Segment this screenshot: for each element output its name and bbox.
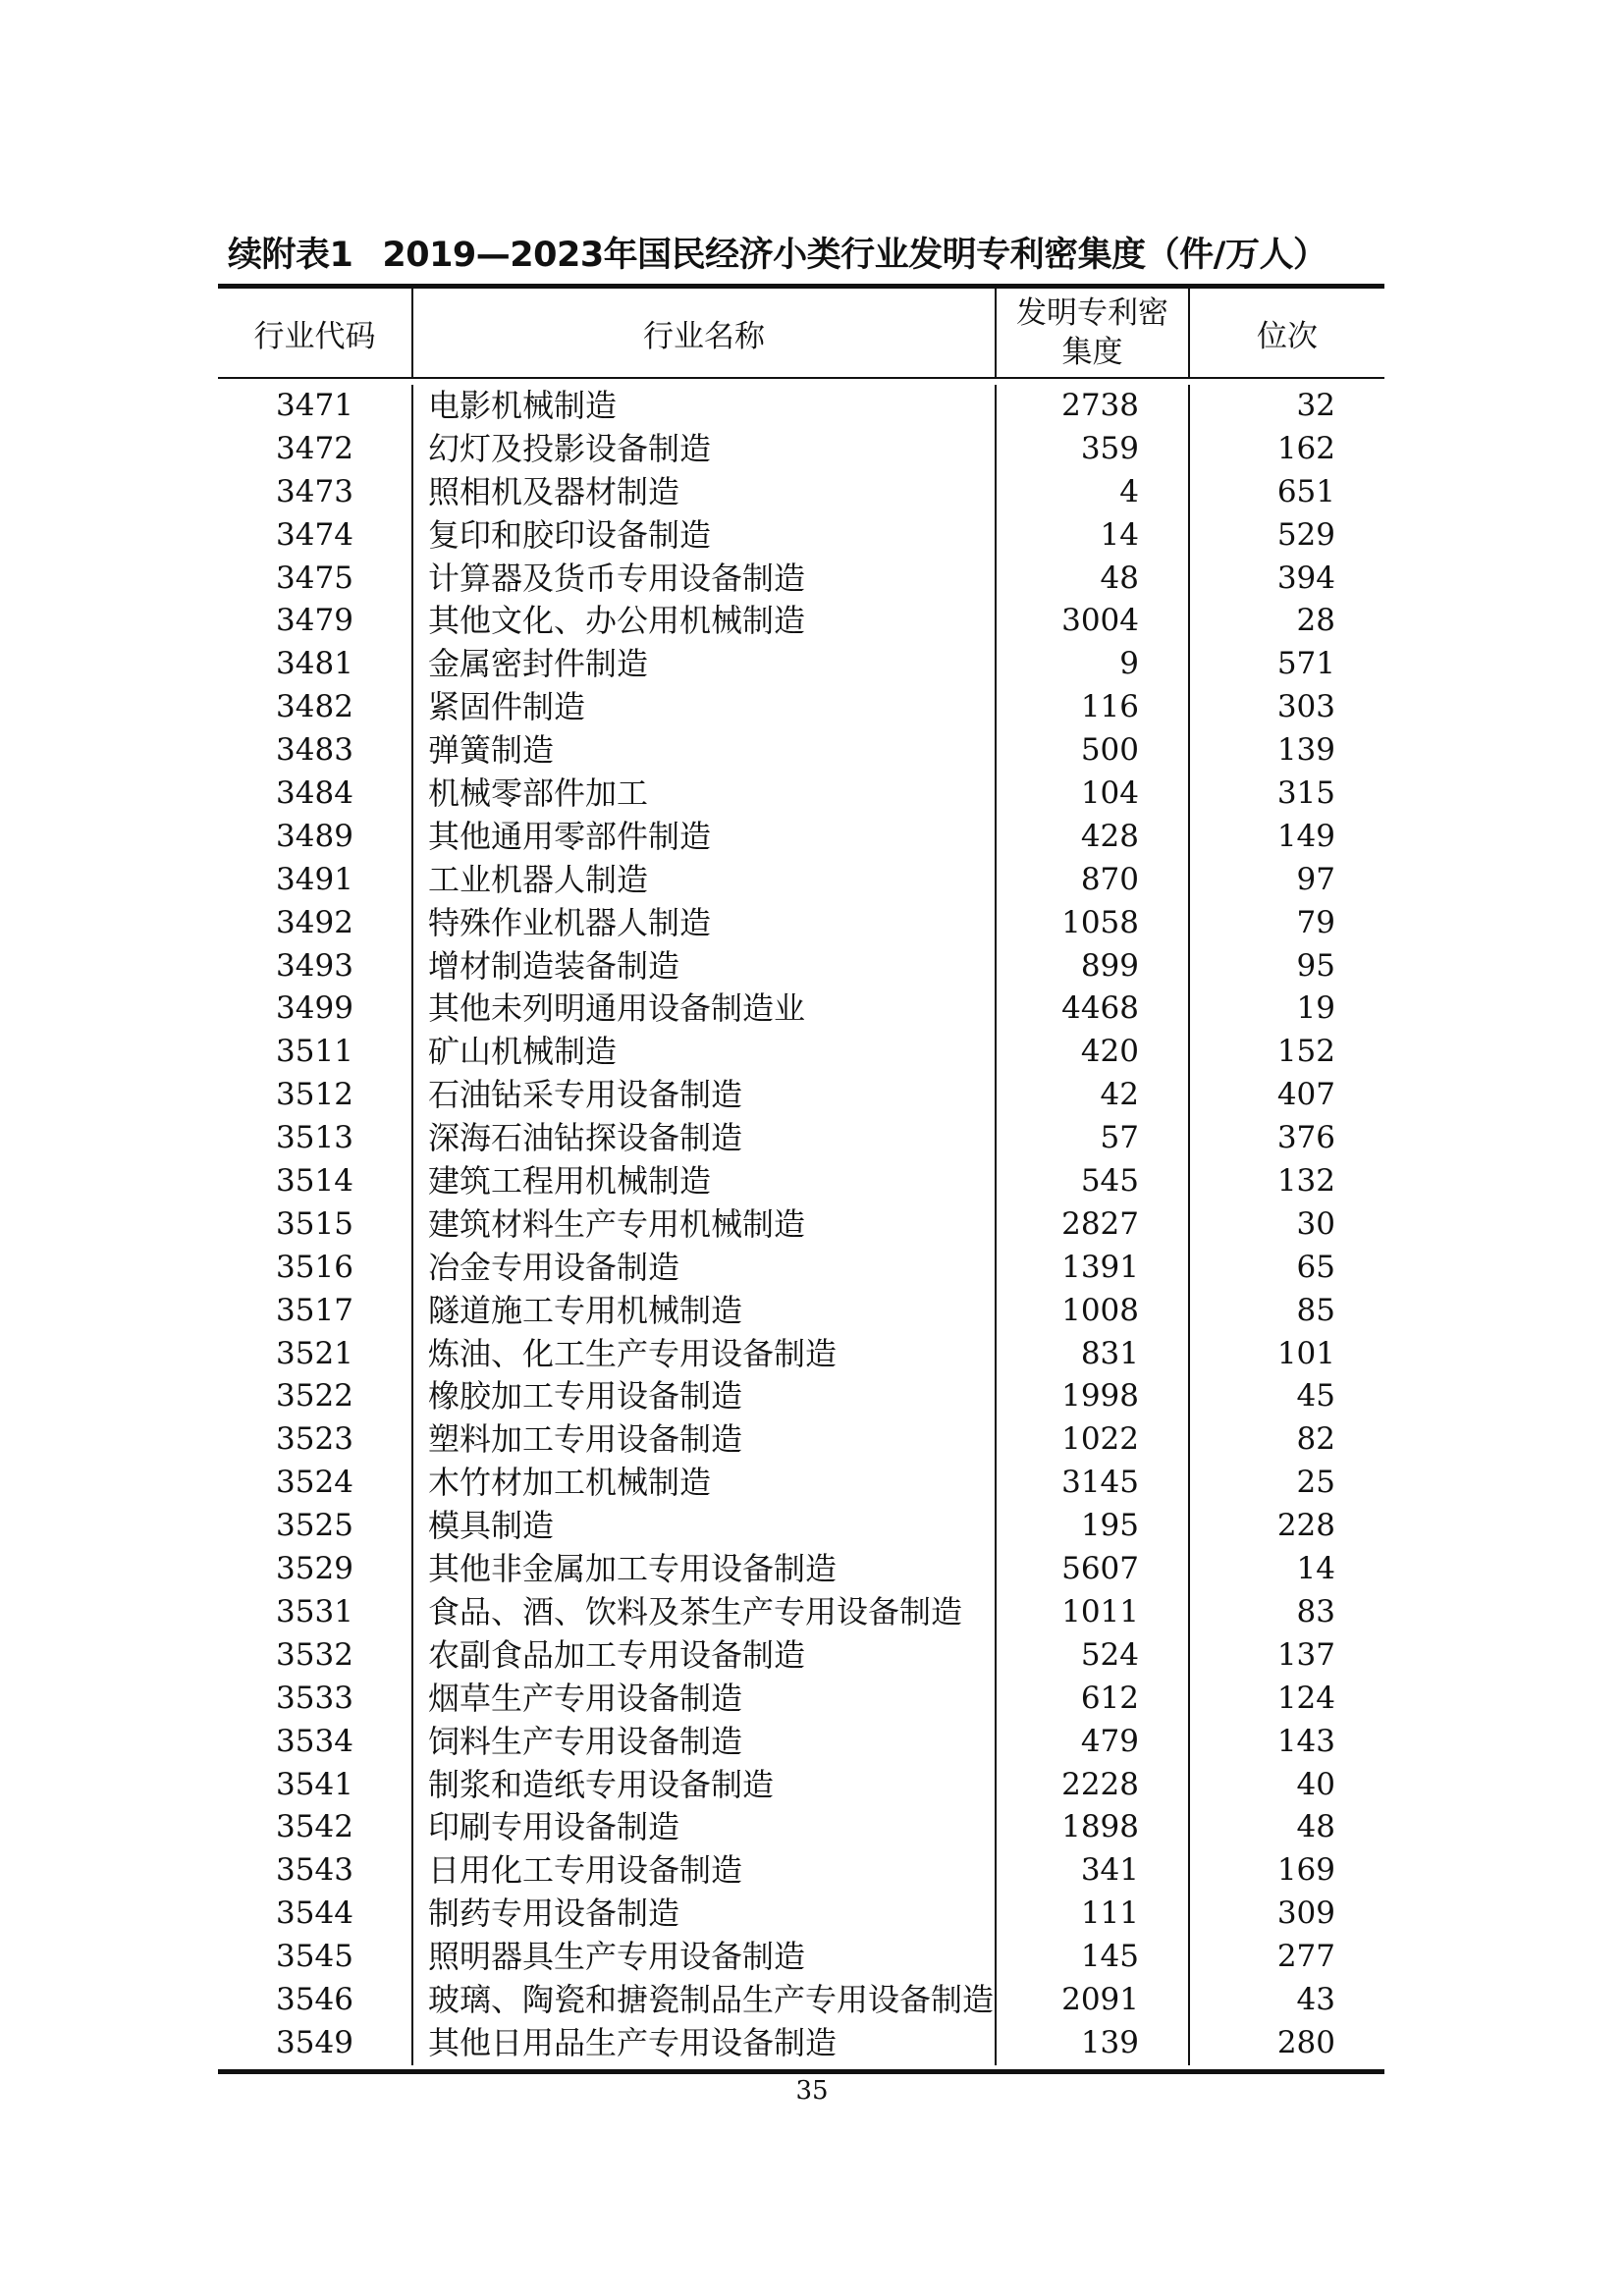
- cell-density: 1998: [995, 1375, 1188, 1418]
- table-row: [218, 558, 1384, 601]
- cell-density: 1898: [995, 1806, 1188, 1849]
- cell-name: 制药专用设备制造: [411, 1893, 995, 1936]
- table-row: [218, 1203, 1384, 1247]
- cell-rank: 65: [1188, 1247, 1384, 1290]
- cell-code: 3475: [276, 560, 353, 596]
- table-row: [218, 1979, 1384, 2022]
- cell-density: 139: [995, 2022, 1188, 2065]
- cell-rank: 45: [1188, 1375, 1384, 1418]
- cell-name: 橡胶加工专用设备制造: [411, 1375, 995, 1418]
- cell-code: 3499: [276, 990, 353, 1027]
- cell-density: 111: [995, 1893, 1188, 1936]
- cell-code: 3472: [276, 430, 353, 466]
- cell-density: 831: [995, 1333, 1188, 1376]
- cell-rank: 280: [1188, 2022, 1384, 2065]
- cell-density: 524: [995, 1634, 1188, 1678]
- cell-density: 1058: [995, 902, 1188, 945]
- cell-name: 农副食品加工专用设备制造: [411, 1634, 995, 1678]
- cell-name: 幻灯及投影设备制造: [411, 428, 995, 471]
- cell-code: 3474: [276, 516, 353, 553]
- cell-name: 工业机器人制造: [411, 859, 995, 902]
- cell-code: 3542: [276, 1809, 353, 1845]
- cell-code: 3512: [276, 1077, 353, 1113]
- cell-code: 3479: [276, 603, 353, 639]
- cell-name: 特殊作业机器人制造: [411, 902, 995, 945]
- cell-name: 石油钻采专用设备制造: [411, 1074, 995, 1117]
- cell-name: 照相机及器材制造: [411, 471, 995, 514]
- cell-name: 紧固件制造: [411, 686, 995, 729]
- cell-name: 建筑工程用机械制造: [411, 1160, 995, 1203]
- cell-density: 14: [995, 514, 1188, 558]
- table-row: [218, 1678, 1384, 1721]
- table-row: [218, 514, 1384, 558]
- cell-rank: 101: [1188, 1333, 1384, 1376]
- cell-rank: 30: [1188, 1203, 1384, 1247]
- cell-density: 48: [995, 558, 1188, 601]
- table-body: [218, 379, 1384, 2069]
- table-row: [218, 1375, 1384, 1418]
- header-code: 行业代码: [253, 318, 376, 354]
- cell-code: 3471: [276, 388, 353, 423]
- header-density: 发明专利密集度: [995, 289, 1188, 377]
- cell-name: 其他非金属加工专用设备制造: [411, 1548, 995, 1591]
- table-title-text: 2019—2023年国民经济小类行业发明专利密集度（件/万人）: [382, 236, 1327, 275]
- cell-name: 炼油、化工生产专用设备制造: [411, 1333, 995, 1376]
- cell-rank: 169: [1188, 1849, 1384, 1893]
- table-row: [218, 1936, 1384, 1979]
- table-row: [218, 816, 1384, 859]
- cell-code: 3484: [276, 775, 353, 812]
- cell-rank: 132: [1188, 1160, 1384, 1203]
- table-row: [218, 773, 1384, 816]
- cell-code: 3514: [276, 1163, 353, 1200]
- table-row: [218, 1634, 1384, 1678]
- cell-code: 3481: [276, 646, 353, 682]
- cell-rank: 95: [1188, 945, 1384, 988]
- table-row: [218, 1290, 1384, 1333]
- cell-name: 其他文化、办公用机械制造: [411, 600, 995, 643]
- cell-code: 3491: [276, 861, 353, 897]
- table-row: [218, 1462, 1384, 1505]
- table-row: [218, 1160, 1384, 1203]
- table-row: [218, 1505, 1384, 1548]
- cell-code: 3482: [276, 689, 353, 725]
- cell-code: 3532: [276, 1636, 353, 1673]
- table-row: [218, 686, 1384, 729]
- cell-rank: 32: [1188, 385, 1384, 428]
- cell-code: 3524: [276, 1465, 353, 1501]
- cell-name: 建筑材料生产专用机械制造: [411, 1203, 995, 1247]
- cell-rank: 19: [1188, 988, 1384, 1031]
- cell-name: 食品、酒、饮料及茶生产专用设备制造: [411, 1591, 995, 1634]
- cell-code: 3529: [276, 1551, 353, 1587]
- cell-code: 3522: [276, 1378, 353, 1415]
- cell-density: 341: [995, 1849, 1188, 1893]
- cell-rank: 529: [1188, 514, 1384, 558]
- cell-rank: 394: [1188, 558, 1384, 601]
- cell-code: 3541: [276, 1766, 353, 1802]
- cell-name: 日用化工专用设备制造: [411, 1849, 995, 1893]
- cell-density: 428: [995, 816, 1188, 859]
- cell-name: 电影机械制造: [411, 385, 995, 428]
- cell-density: 3145: [995, 1462, 1188, 1505]
- cell-code: 3546: [276, 1981, 353, 2017]
- table-row: [218, 1333, 1384, 1376]
- cell-density: 545: [995, 1160, 1188, 1203]
- cell-rank: 82: [1188, 1418, 1384, 1462]
- cell-rank: 407: [1188, 1074, 1384, 1117]
- cell-name: 模具制造: [411, 1505, 995, 1548]
- cell-rank: 149: [1188, 816, 1384, 859]
- table-row: [218, 1806, 1384, 1849]
- cell-density: 500: [995, 729, 1188, 773]
- cell-density: 612: [995, 1678, 1188, 1721]
- cell-rank: 143: [1188, 1721, 1384, 1764]
- cell-code: 3523: [276, 1421, 353, 1458]
- cell-name: 其他通用零部件制造: [411, 816, 995, 859]
- table-row: [218, 729, 1384, 773]
- cell-density: 2827: [995, 1203, 1188, 1247]
- cell-code: 3545: [276, 1939, 353, 1975]
- cell-name: 矿山机械制造: [411, 1031, 995, 1074]
- cell-density: 4468: [995, 988, 1188, 1031]
- data-table: [218, 284, 1384, 2074]
- cell-name: 复印和胶印设备制造: [411, 514, 995, 558]
- cell-name: 计算器及货币专用设备制造: [411, 558, 995, 601]
- cell-density: 1011: [995, 1591, 1188, 1634]
- cell-name: 隧道施工专用机械制造: [411, 1290, 995, 1333]
- cell-rank: 277: [1188, 1936, 1384, 1979]
- cell-name: 烟草生产专用设备制造: [411, 1678, 995, 1721]
- cell-density: 420: [995, 1031, 1188, 1074]
- table-row: [218, 902, 1384, 945]
- cell-code: 3533: [276, 1680, 353, 1716]
- table-row: [218, 1548, 1384, 1591]
- cell-rank: 228: [1188, 1505, 1384, 1548]
- cell-name: 其他未列明通用设备制造业: [411, 988, 995, 1031]
- cell-rank: 315: [1188, 773, 1384, 816]
- cell-rank: 137: [1188, 1634, 1384, 1678]
- cell-density: 104: [995, 773, 1188, 816]
- cell-rank: 152: [1188, 1031, 1384, 1074]
- cell-code: 3525: [276, 1508, 353, 1544]
- cell-code: 3492: [276, 904, 353, 940]
- cell-rank: 139: [1188, 729, 1384, 773]
- cell-name: 木竹材加工机械制造: [411, 1462, 995, 1505]
- cell-rank: 376: [1188, 1117, 1384, 1160]
- table-row: [218, 600, 1384, 643]
- table-row: [218, 1247, 1384, 1290]
- cell-density: 899: [995, 945, 1188, 988]
- page-number: 35: [795, 2076, 829, 2106]
- cell-rank: 309: [1188, 1893, 1384, 1936]
- cell-density: 4: [995, 471, 1188, 514]
- cell-density: 1008: [995, 1290, 1188, 1333]
- cell-density: 2091: [995, 1979, 1188, 2022]
- cell-rank: 79: [1188, 902, 1384, 945]
- cell-name: 金属密封件制造: [411, 643, 995, 686]
- table-row: [218, 1849, 1384, 1893]
- cell-density: 145: [995, 1936, 1188, 1979]
- header-rank: 位次: [1188, 289, 1384, 377]
- table-row: [218, 385, 1384, 428]
- cell-density: 359: [995, 428, 1188, 471]
- cell-rank: 124: [1188, 1678, 1384, 1721]
- table-row: [218, 1893, 1384, 1936]
- cell-name: 增材制造装备制造: [411, 945, 995, 988]
- cell-code: 3489: [276, 818, 353, 854]
- table-row: [218, 1721, 1384, 1764]
- cell-name: 饲料生产专用设备制造: [411, 1721, 995, 1764]
- table-row: [218, 988, 1384, 1031]
- cell-rank: 571: [1188, 643, 1384, 686]
- table-header: [218, 289, 1384, 379]
- cell-name: 玻璃、陶瓷和搪瓷制品生产专用设备制造: [411, 1979, 995, 2022]
- table-row: [218, 1418, 1384, 1462]
- cell-code: 3513: [276, 1120, 353, 1156]
- cell-rank: 28: [1188, 600, 1384, 643]
- header-name: 行业名称: [411, 289, 995, 377]
- table-row: [218, 859, 1384, 902]
- cell-density: 1022: [995, 1418, 1188, 1462]
- cell-rank: 651: [1188, 471, 1384, 514]
- cell-code: 3531: [276, 1593, 353, 1629]
- table-row: [218, 1764, 1384, 1807]
- cell-rank: 14: [1188, 1548, 1384, 1591]
- cell-name: 印刷专用设备制造: [411, 1806, 995, 1849]
- cell-name: 照明器具生产专用设备制造: [411, 1936, 995, 1979]
- cell-code: 3511: [276, 1034, 353, 1070]
- cell-code: 3516: [276, 1249, 353, 1285]
- cell-density: 57: [995, 1117, 1188, 1160]
- cell-rank: 162: [1188, 428, 1384, 471]
- table-title: [228, 228, 1394, 283]
- table-row: [218, 1591, 1384, 1634]
- cell-name: 塑料加工专用设备制造: [411, 1418, 995, 1462]
- cell-code: 3544: [276, 1896, 353, 1932]
- cell-density: 870: [995, 859, 1188, 902]
- cell-density: 195: [995, 1505, 1188, 1548]
- table-row: [218, 945, 1384, 988]
- cell-name: 弹簧制造: [411, 729, 995, 773]
- cell-name: 深海石油钻探设备制造: [411, 1117, 995, 1160]
- cell-rank: 43: [1188, 1979, 1384, 2022]
- cell-density: 116: [995, 686, 1188, 729]
- cell-rank: 303: [1188, 686, 1384, 729]
- table-row: [218, 1117, 1384, 1160]
- cell-code: 3517: [276, 1292, 353, 1328]
- cell-rank: 40: [1188, 1764, 1384, 1807]
- cell-code: 3534: [276, 1723, 353, 1759]
- table-row: [218, 643, 1384, 686]
- cell-rank: 97: [1188, 859, 1384, 902]
- cell-rank: 48: [1188, 1806, 1384, 1849]
- cell-code: 3549: [276, 2024, 353, 2060]
- cell-rank: 25: [1188, 1462, 1384, 1505]
- cell-code: 3521: [276, 1335, 353, 1371]
- cell-density: 1391: [995, 1247, 1188, 1290]
- cell-density: 479: [995, 1721, 1188, 1764]
- cell-code: 3483: [276, 732, 353, 769]
- cell-density: 2738: [995, 385, 1188, 428]
- cell-density: 3004: [995, 600, 1188, 643]
- cell-name: 冶金专用设备制造: [411, 1247, 995, 1290]
- cell-name: 制浆和造纸专用设备制造: [411, 1764, 995, 1807]
- cell-code: 3493: [276, 947, 353, 984]
- cell-rank: 85: [1188, 1290, 1384, 1333]
- table-row: [218, 471, 1384, 514]
- cell-density: 2228: [995, 1764, 1188, 1807]
- cell-rank: 83: [1188, 1591, 1384, 1634]
- table-row: [218, 2022, 1384, 2065]
- table-title-label: 续附表1: [228, 236, 353, 275]
- cell-name: 其他日用品生产专用设备制造: [411, 2022, 995, 2065]
- cell-code: 3473: [276, 473, 353, 509]
- table-row: [218, 1031, 1384, 1074]
- cell-density: 9: [995, 643, 1188, 686]
- cell-density: 42: [995, 1074, 1188, 1117]
- cell-density: 5607: [995, 1548, 1188, 1591]
- cell-name: 机械零部件加工: [411, 773, 995, 816]
- cell-code: 3515: [276, 1205, 353, 1242]
- cell-code: 3543: [276, 1852, 353, 1889]
- table-row: [218, 1074, 1384, 1117]
- table-row: [218, 428, 1384, 471]
